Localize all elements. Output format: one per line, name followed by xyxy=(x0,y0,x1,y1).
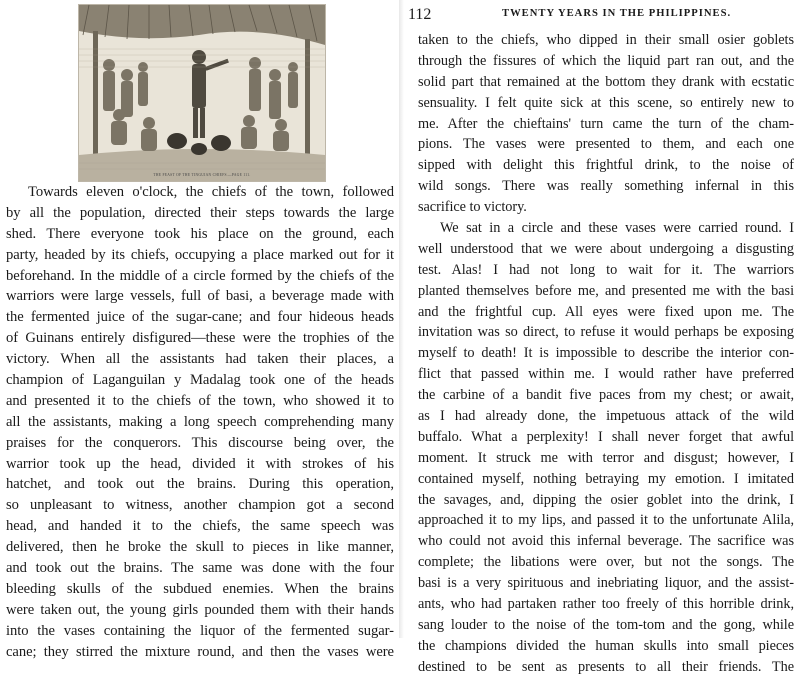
text-line: were taken out, the young girls pounded them with their hands xyxy=(6,601,394,618)
page-header xyxy=(404,6,796,26)
text-line: buffalo. What a perplexity! I shall never forget that awful xyxy=(418,428,794,445)
text-line: sensuality. I felt quite sick at this scene, so entirely new to xyxy=(418,94,794,111)
text-line: bleeding skulls of the subdued enemies. When the brains xyxy=(6,580,394,597)
text-line: the savages, and, dipping the osier goblet into the drink, I xyxy=(418,491,794,508)
text-line: complete; the libations were over, but not the songs. The xyxy=(418,554,794,571)
text-line: warriors were large vessels, full of basi, a beverage made with xyxy=(6,288,394,305)
text-line: basi is a very spirituous and inebriating liquor, and the assist- xyxy=(418,575,794,592)
text-line: as I had already done, the impetuous attack of the wild xyxy=(418,408,794,425)
text-line: of Guinans entirely disfigured—these were the trophies of the xyxy=(6,330,394,347)
text-line: delivered, then he broke the skull to pieces in like manner, xyxy=(6,539,394,556)
text-line: taken to the chiefs, who dipped in their small osier goblets xyxy=(418,32,794,48)
text-line: sang louder to the noise of the tom-tom and the gong, while xyxy=(418,616,794,633)
text-line: party, headed by its chiefs, occupying a place marked out for it xyxy=(6,246,394,263)
text-line: the champions divided the human skulls into small pieces xyxy=(418,637,794,654)
right-page xyxy=(404,0,800,675)
text-line: me. After the chieftains' turn came the turn of the cham- xyxy=(418,115,794,132)
text-line: destined to be sent as presents to all their friends. The xyxy=(418,658,794,675)
text-line: the fermented juice of the sugar-cane; and four hideous heads xyxy=(6,309,394,326)
text-line: flict that passed within me. I would rather have preferred xyxy=(418,366,794,383)
text-line: sipped with delight this frightful drink, to the noise of xyxy=(418,157,794,174)
engraving-illustration xyxy=(78,4,326,182)
text-line: victory. When all the assistants had taken their places, a xyxy=(6,351,394,368)
text-line: by all the population, directed their steps towards the large xyxy=(6,204,394,221)
text-line: head, and handed it to the chiefs, the same speech was xyxy=(6,518,394,535)
text-line: and presented it to the chiefs of the town, who showed it to xyxy=(6,392,394,409)
page-number: 112 xyxy=(408,6,432,23)
right-page-text xyxy=(418,30,794,678)
text-line: all the assistants, making a long speech comprehending many xyxy=(6,413,394,430)
text-line: champion of Laganguilan y Madalag took one of the heads xyxy=(6,372,394,389)
text-line: We sat in a circle and these vases were carried round. I xyxy=(440,220,794,237)
running-head: TWENTY YEARS IN THE PHILIPPINES. xyxy=(502,8,732,19)
text-line: sacrifice to victory. xyxy=(418,199,527,216)
text-line: and took out the brains. The same was done with the four xyxy=(6,560,394,577)
left-page-text xyxy=(6,182,394,662)
left-page xyxy=(0,0,400,660)
text-line: planted themselves before me, and presented me with the basi xyxy=(418,282,794,299)
text-line: ants, who had partaken rather too freely of this horrible drink, xyxy=(418,596,794,613)
text-line: well understood that we were about undergoing a disgusting xyxy=(418,240,794,257)
text-line: Towards eleven o'clock, the chiefs of the town, followed xyxy=(28,184,394,200)
text-line: praises for the conquerors. This discourse being over, the xyxy=(6,434,394,451)
text-line: hatchet, and took out the brains. During this operation, xyxy=(6,476,394,493)
feast-scene-icon xyxy=(79,5,325,181)
text-line: the carbine of a bandit five paces from my chest; or await, xyxy=(418,387,794,404)
text-line: moment. It struck me with terror and disgust; however, I xyxy=(418,449,794,466)
text-line: and the frightful cup. All eyes were fixed upon me. The xyxy=(418,303,794,320)
text-line: pions. The vases were presented to them, and each one xyxy=(418,136,794,153)
text-line: beforehand. In the middle of a circle formed by the chiefs of the xyxy=(6,267,394,284)
text-line: so unpleasant to witness, another champion got a second xyxy=(6,497,394,514)
text-line: test. Alas! I had not long to wait for it. The warriors xyxy=(418,261,794,278)
text-line: cane; they stirred the mixture round, and then the vases were xyxy=(6,643,394,660)
text-line: contained myself, nothing betraying my emotion. I imitated xyxy=(418,470,794,487)
text-line: invitation was so direct, to refuse it would perhaps be exposing xyxy=(418,324,794,341)
text-line: myself to death! It is impossible to describe the interior con- xyxy=(418,345,794,362)
text-line: warrior took up the head, divided it with strokes of his xyxy=(6,455,394,472)
text-line: solid part that remained at the bottom they drank with ecstatic xyxy=(418,73,794,90)
text-line: through the fissures of which the liquid part ran out, and the xyxy=(418,52,794,69)
text-line: who could not avoid this infernal beverage. The sacrifice was xyxy=(418,533,794,550)
illustration-caption: THE FEAST OF THE TINGUIAN CHIEFS.—PAGE 111. xyxy=(153,173,251,177)
text-line: wild songs. There was really something infernal in this xyxy=(418,178,794,195)
text-line: approached it to my lips, and passed it to the unfortunate Alila, xyxy=(418,512,794,529)
text-line: shed. There everyone took his place on the ground, each xyxy=(6,225,394,242)
text-line: into the vases containing the liquor of the fermented sugar- xyxy=(6,622,394,639)
